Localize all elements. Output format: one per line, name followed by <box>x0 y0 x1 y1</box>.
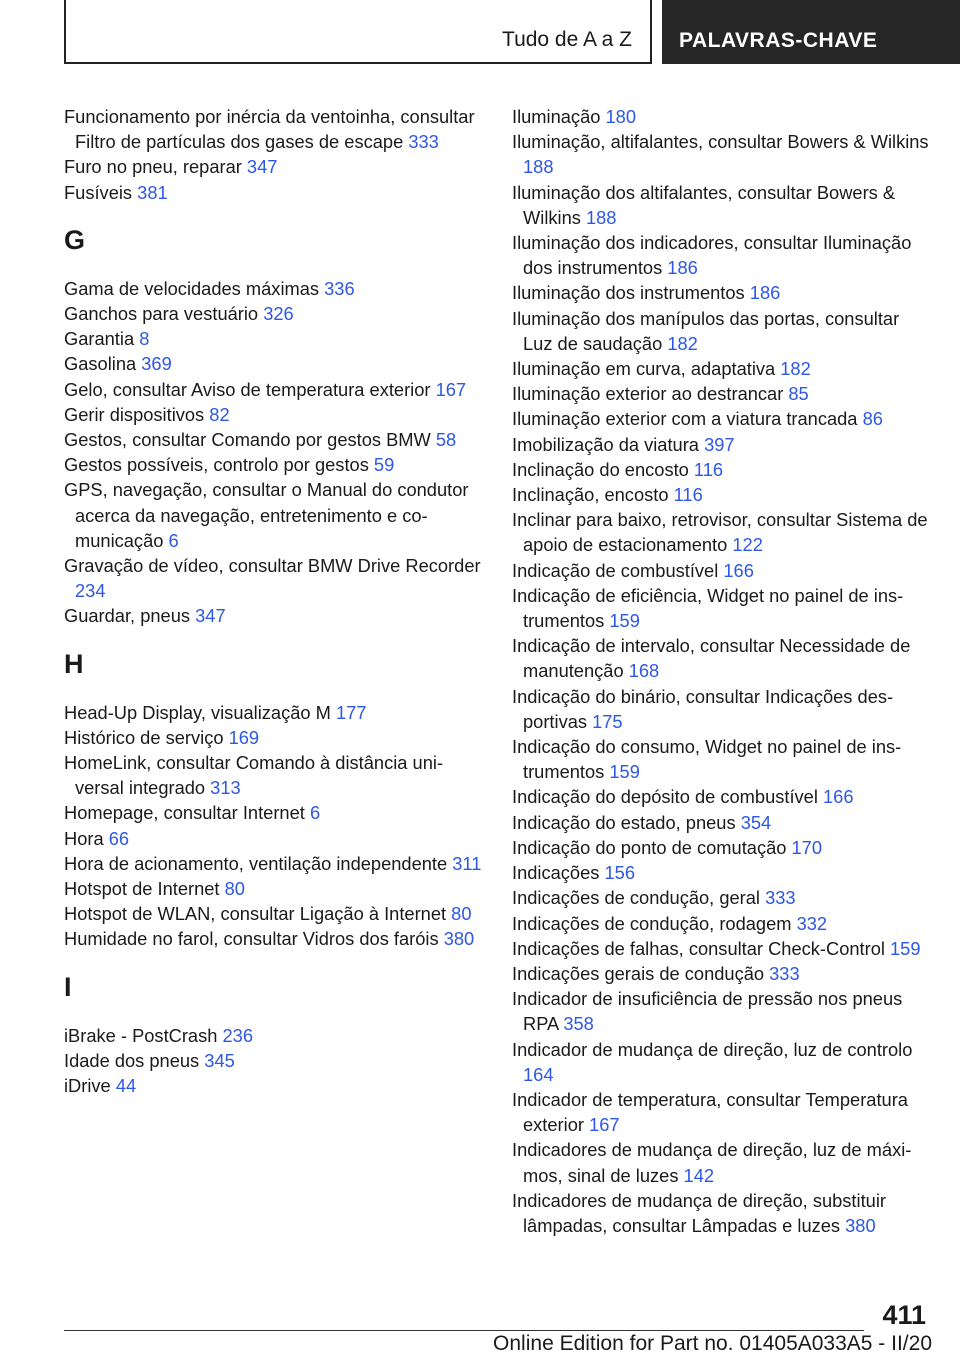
index-entry <box>64 452 482 477</box>
index-entry-page-link[interactable]: 166 <box>723 559 754 581</box>
index-entry <box>64 301 482 326</box>
index-entry-term: Hora <box>64 827 109 849</box>
index-entry-page-link[interactable]: 345 <box>204 1049 235 1071</box>
index-entry-page-link[interactable]: 333 <box>769 962 800 984</box>
index-entry-page-link[interactable]: 358 <box>563 1013 594 1035</box>
index-entry-term: Iluminação em curva, adaptativa <box>512 358 781 380</box>
index-entry-term: Idade dos pneus <box>64 1049 205 1071</box>
index-entry-term: Hotspot de Internet <box>64 878 225 900</box>
index-entry-page-link[interactable]: 166 <box>822 786 854 808</box>
index-entry <box>512 230 932 280</box>
index-entry-page-link[interactable]: 182 <box>780 358 811 380</box>
index-entry <box>64 402 482 427</box>
index-entry <box>64 326 482 351</box>
index-entry <box>64 1023 482 1048</box>
index-entry-page-link[interactable]: 80 <box>451 903 472 925</box>
index-entry-term: Indicações gerais de condução <box>512 962 770 984</box>
index-entry-page-link[interactable]: 85 <box>788 383 809 405</box>
index-entry-page-link[interactable]: 186 <box>749 282 781 304</box>
index-entry-page-link[interactable]: 168 <box>628 660 660 682</box>
index-entry-page-link[interactable]: 142 <box>683 1164 715 1186</box>
index-entry <box>64 725 482 750</box>
index-entry <box>512 180 932 230</box>
index-entry <box>64 926 482 951</box>
index-entry <box>512 558 932 583</box>
index-entry <box>64 1048 482 1073</box>
chapter-tab <box>662 0 960 64</box>
index-entry-term: Indicação do binário, consultar Indicações desportivas <box>512 685 894 732</box>
index-entry-term: Gravação de vídeo, consultar BMW Drive Recorder <box>64 555 481 577</box>
index-entry-page-link[interactable]: 82 <box>209 403 230 425</box>
index-entry <box>64 180 482 205</box>
index-entry-term: Iluminação exterior com a viatura trancada <box>512 408 863 430</box>
index-entry <box>512 784 932 809</box>
index-entry <box>64 377 482 402</box>
index-entry-page-link[interactable]: 311 <box>452 852 482 874</box>
index-entry-term: Indicações de condução, rodagem <box>512 912 797 934</box>
index-entry <box>64 700 482 725</box>
index-entry <box>64 276 482 301</box>
index-entry-term: Guardar, pneus <box>64 605 196 627</box>
index-entry-term: Gama de velocidades máximas <box>64 277 325 299</box>
index-entry <box>512 911 932 936</box>
index-entry-page-link[interactable]: 380 <box>443 928 475 950</box>
index-entry-page-link[interactable]: 6 <box>168 529 179 551</box>
index-entry <box>64 104 482 154</box>
page-header <box>64 0 960 66</box>
index-entry <box>512 1037 932 1087</box>
index-letter-heading: H <box>64 648 84 679</box>
index-entry-term: Indicações de condução, geral <box>512 887 766 909</box>
index-entry-term: Indicação do depósito de combustível <box>512 786 823 808</box>
index-entry-page-link[interactable]: 347 <box>195 605 226 627</box>
index-entry-term: Iluminação dos altifalantes, consultar Bowers & Wilkins <box>512 181 896 228</box>
index-entry <box>64 351 482 376</box>
index-entry-term: Indicadores de mudança de direção, substituir lâmpadas, consultar Lâmpadas e luzes <box>512 1189 886 1236</box>
index-entry-page-link[interactable]: 164 <box>523 1063 554 1085</box>
index-entry <box>512 482 932 507</box>
index-entry <box>512 129 932 179</box>
index-entry <box>512 835 932 860</box>
page-number: 411 <box>882 1300 926 1330</box>
index-entry-term: HomeLink, consultar Comando à distância universal integrado <box>64 752 444 799</box>
index-entry-page-link[interactable]: 182 <box>667 332 698 354</box>
index-entry-term: Gelo, consultar Aviso de temperatura exterior <box>64 378 436 400</box>
index-entry <box>64 603 482 628</box>
index-entry-page-link[interactable]: 332 <box>796 912 828 934</box>
index-entry <box>64 154 482 179</box>
index-entry-page-link[interactable]: 159 <box>609 610 640 632</box>
index-entry-term: Indicações <box>512 862 605 884</box>
index-entry <box>64 876 482 901</box>
index-entry-page-link[interactable]: 58 <box>435 429 457 451</box>
index-column-left <box>64 104 482 1098</box>
index-entry <box>64 477 482 553</box>
index-entry-page-link[interactable]: 381 <box>137 181 168 203</box>
index-entry <box>512 1137 932 1187</box>
index-entry-term: GPS, navegação, consultar o Manual do condutor acerca da navegação, entretenimento e comunicação <box>64 479 469 551</box>
index-entry-term: Indicação de combustível <box>512 559 724 581</box>
index-entry-term: Indicação de eficiência, Widget no painel de instrumentos <box>512 584 904 632</box>
index-entry-term: Humidade no farol, consultar Vidros dos faróis <box>64 928 444 950</box>
index-entry-page-link[interactable]: 169 <box>228 726 260 748</box>
index-entry-page-link[interactable]: 347 <box>246 156 278 178</box>
index-entry <box>512 684 932 734</box>
index-entry-term: Hora de acionamento, ventilação independente <box>64 852 453 874</box>
index-entry-page-link[interactable]: 170 <box>791 836 823 858</box>
index-entry-page-link[interactable]: 188 <box>585 206 617 228</box>
index-entry-page-link[interactable]: 159 <box>609 761 640 783</box>
index-entry-term: Furo no pneu, reparar <box>64 156 247 178</box>
index-entry-term: Indicação de intervalo, consultar Necessidade de manutenção <box>512 635 911 682</box>
index-entry-term: Hotspot de WLAN, consultar Ligação à Internet <box>64 903 452 925</box>
index-entry <box>512 356 932 381</box>
index-entry-page-link[interactable]: 397 <box>704 433 735 455</box>
index-entry-page-link[interactable]: 86 <box>862 408 883 430</box>
index-entry-term: Indicação do estado, pneus <box>512 811 741 833</box>
index-entry-page-link[interactable]: 369 <box>141 353 172 375</box>
index-entry-page-link[interactable]: 180 <box>605 106 637 127</box>
index-entry <box>512 1188 932 1238</box>
index-entry-page-link[interactable]: 186 <box>667 257 698 279</box>
index-entry-page-link[interactable]: 236 <box>222 1024 254 1046</box>
index-entry-term: Inclinar para baixo, retrovisor, consultar Sistema de apoio de estacionamento <box>512 509 928 556</box>
index-entry-term: Iluminação dos indicadores, consultar Iluminação dos instrumentos <box>512 232 912 279</box>
footer-divider <box>64 1330 864 1331</box>
index-entry <box>512 507 932 557</box>
chapter-title: PALAVRAS-CHAVE <box>679 29 878 52</box>
index-entry-term: Imobilização da viatura <box>512 433 705 455</box>
index-entry <box>64 826 482 851</box>
index-entry <box>512 810 932 835</box>
index-letter-heading: G <box>64 224 86 255</box>
index-entry-page-link[interactable]: 44 <box>115 1075 137 1097</box>
index-entry-term: Garantia <box>64 328 140 350</box>
index-entry-term: Iluminação exterior ao destrancar <box>512 383 789 405</box>
index-entry-term: Indicador de temperatura, consultar Temperatura exterior <box>512 1088 908 1136</box>
index-entry <box>512 633 932 683</box>
index-column-right <box>512 104 932 1238</box>
index-entry-term: Iluminação dos manípulos das portas, consultar Luz de saudação <box>512 307 900 354</box>
index-entry <box>512 1087 932 1137</box>
index-entry-page-link[interactable]: 80 <box>224 878 245 900</box>
index-entry-term: Ganchos para vestuário <box>64 303 264 325</box>
index-entry <box>512 961 932 986</box>
index-entry <box>512 306 932 356</box>
index-entry <box>512 936 932 961</box>
index-entry <box>512 583 932 633</box>
index-entry-term: Indicadores de mudança de direção, luz de máximos, sinal de luzes <box>512 1139 912 1186</box>
index-entry-term: Inclinação, encosto <box>512 484 674 506</box>
footer-edition: Online Edition for Part no. 01405A033A5 - II/20 <box>493 1332 932 1355</box>
index-entry-page-link[interactable]: 116 <box>673 484 703 506</box>
index-entry-term: Gasolina <box>64 353 142 375</box>
index-entry-page-link[interactable]: 333 <box>408 131 439 153</box>
index-entry-page-link[interactable]: 326 <box>263 303 294 325</box>
index-entry-term: iDrive <box>64 1075 116 1097</box>
index-entry <box>512 986 932 1036</box>
index-entry <box>64 427 482 452</box>
index-entry-term: Iluminação dos instrumentos <box>512 282 750 304</box>
index-entry <box>512 885 932 910</box>
index-entry <box>512 734 932 784</box>
index-entry-page-link[interactable]: 159 <box>890 937 921 959</box>
index-entry-term: Gestos possíveis, controlo por gestos <box>64 454 374 476</box>
index-entry-term: Indicador de insuficiência de pressão nos pneus RPA <box>512 988 903 1035</box>
index-entry <box>64 553 482 603</box>
index-entry-page-link[interactable]: 66 <box>108 827 130 849</box>
index-entry-page-link[interactable]: 59 <box>373 454 395 476</box>
index-entry <box>512 860 932 885</box>
index-entry <box>64 901 482 926</box>
index-entry-term: Funcionamento por inércia da ventoinha, consultar Filtro de partículas dos gases de escape <box>64 106 475 153</box>
index-entry <box>512 432 932 457</box>
index-entry-term: Indicação do ponto de comutação <box>512 836 792 858</box>
index-entry-page-link[interactable]: 313 <box>210 777 241 799</box>
index-entry-page-link[interactable]: 333 <box>765 887 796 909</box>
index-entry-page-link[interactable]: 175 <box>592 710 623 732</box>
index-entry-page-link[interactable]: 116 <box>693 458 724 480</box>
section-title: Tudo de A a Z <box>502 28 632 51</box>
index-entry <box>512 381 932 406</box>
index-entry-page-link[interactable]: 8 <box>139 328 150 350</box>
index-entry-term: iBrake - PostCrash <box>64 1024 223 1046</box>
index-entry-page-link[interactable]: 336 <box>324 277 355 299</box>
index-entry-term: Inclinação do encosto <box>512 458 694 480</box>
section-header-box <box>64 0 652 64</box>
index-entry-page-link[interactable]: 354 <box>740 811 772 833</box>
index-entry <box>512 280 932 305</box>
index-entry-term: Gerir dispositivos <box>64 403 210 425</box>
index-entry-term: Gestos, consultar Comando por gestos BMW <box>64 429 436 451</box>
index-entry-page-link[interactable]: 156 <box>604 862 635 884</box>
index-entry-term: Histórico de serviço <box>64 726 229 748</box>
index-entry <box>64 750 482 800</box>
index-entry <box>64 800 482 825</box>
index-entry <box>512 457 932 482</box>
index-entry-page-link[interactable]: 188 <box>523 156 554 178</box>
index-entry <box>64 851 482 876</box>
index-entry <box>64 1073 482 1098</box>
index-entry <box>512 104 932 129</box>
index-entry-page-link[interactable]: 167 <box>589 1114 620 1136</box>
index-entry-term: Fusíveis <box>64 181 138 203</box>
index-letter-heading: I <box>64 971 72 1002</box>
index-entry-page-link[interactable]: 380 <box>845 1214 876 1236</box>
index-entry-term: Indicação do consumo, Widget no painel de instrumentos <box>512 736 902 783</box>
index-entry-page-link[interactable]: 6 <box>309 802 321 824</box>
index-entry-page-link[interactable]: 234 <box>75 580 106 602</box>
index-entry-page-link[interactable]: 167 <box>435 378 467 400</box>
index-entry-term: Homepage, consultar Internet <box>64 802 310 824</box>
index-entry-term: Indicações de falhas, consultar Check-Control <box>512 937 891 959</box>
index-entry <box>512 406 932 431</box>
index-entry-page-link[interactable]: 122 <box>732 534 763 556</box>
index-entry-term: Iluminação <box>512 106 606 127</box>
index-entry-term: Head-Up Display, visualização M <box>64 701 336 723</box>
index-entry-term: Iluminação, altifalantes, consultar Bowers & Wilkins <box>512 131 929 153</box>
index-entry-page-link[interactable]: 177 <box>335 701 367 723</box>
index-entry-term: Indicador de mudança de direção, luz de controlo <box>512 1038 913 1060</box>
